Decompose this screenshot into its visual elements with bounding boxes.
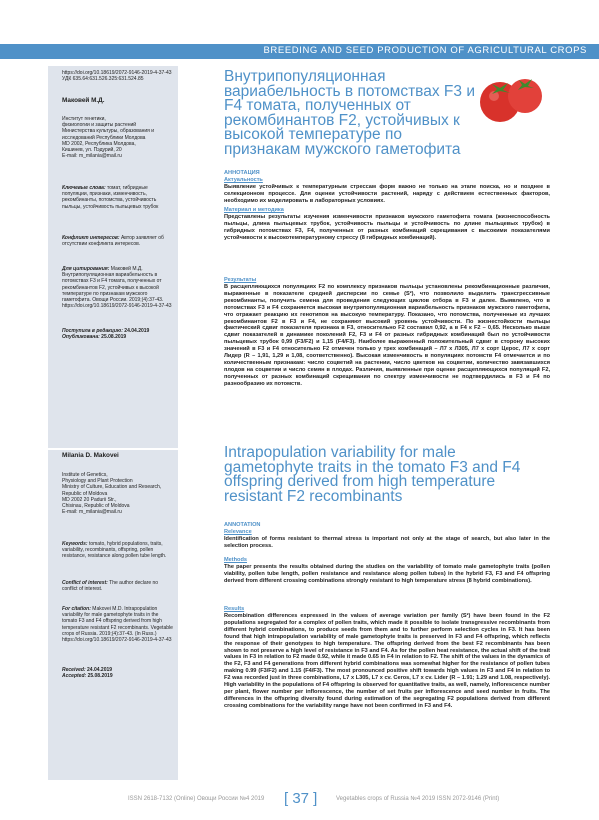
affiliation-line: исследований Республики Молдова [62, 134, 146, 141]
footer-left: ISSN 2618-7132 (Online) Овощи России №4 2019 [128, 796, 265, 802]
citation-label: For citation: [62, 606, 91, 612]
affiliation-line: Republic of Moldova [62, 490, 108, 497]
affiliation-line: MD 2002 20 Padurii Str., [62, 496, 117, 503]
affiliation-line: Министерства культуры, образования и [62, 128, 155, 135]
affiliation-line: Ministry of Culture, Education and Research, [62, 484, 162, 491]
affiliation-en [62, 472, 174, 515]
results-heading-ru: Результаты [224, 277, 257, 283]
results-text-ru: В расщепляющихся популяциях F2 по комплексу признаков пыльцы установлены рекомбинационные различия, выраженные в показателе средней дисперсии по семье (S²), что позволило выделить трансгрессивные рекомбинанты, получить семена для проведения следующих циклов отбора в F3 и далее. Выявлено, что в потомствах F3 и F4 сохраняется высокая внутрипопуляционная вариабельность признаков мужского гаметофита, что отражает реакцию их генотипов на высокую температуру. Показано, что потомства, полученные из лучших рекомбинантов F2 в F3 и F4, не сохраняют высокий уровень устойчивости. По жизнестойкости пыльцы фактический сдвиг показателя признака в F3, относительно F2 составил 0,92, а в F4 к F2 – 0,65. Несколько выше сдвиг показателей в динамике поколений F2, F3 и F4 от разных гибридных комбинаций был по устойчивости пыльцевых трубок 0,99 (F3/F2) и 1,15 (F4/F3). Наиболее выраженный положительный сдвиг в сторону высоких значений в F3 и F4 относительно F2 отмечен только у трех комбинаций – Л7 х Л305, Л7 х сорт Церос, Л7 х сорт Лидер (R – 1,91, 1,29 и 1,08, соответственно). Высокая изменчивость в популяциях потомств F4 отмечается и по количественным признакам: число соцветий на растении, число цветков на соцветии, количество завязавшихся плодов на соцветии и число семян в плодах. Различия, выявленные при оценке расщепляющихся популяций F2, полученных от разных комбинаций скрещивания по спектру изменчивости не подтвердились в F3 и F4 по разнообразию их потомств. [224, 284, 550, 387]
annotation-heading-en: ANNOTATION [224, 522, 261, 528]
conflict-label: Конфликт интересов: [62, 235, 120, 241]
affiliation-line: Institute of Genetics, [62, 472, 108, 478]
keywords-ru [62, 185, 174, 210]
conflict-en [62, 580, 174, 592]
keywords-en [62, 541, 174, 560]
accepted-label: Accepted: [62, 673, 87, 680]
author-ru: Маковей М.Д. [62, 97, 105, 104]
received-date: 24.04.2019 [124, 328, 150, 334]
journal-header-band [0, 44, 599, 59]
citation-text: Маковей М.Д. Внутрипопуляционная вариабельность в потомствах F3 и F4 томата, полученных от рекомбинантов F2, устойчивых к высокой температуре по признакам мужского гаметофита. Овощи России. 2019;(4):37-43. https://doi.org/10.18619/2072-9146-2019-4-37-43 [62, 266, 172, 310]
tomato-illustration [470, 66, 550, 126]
affiliation-line: MD 2002, Республика Молдова, [62, 140, 136, 147]
published-date: 25.08.2019 [101, 334, 127, 341]
methods-text-ru: Представлены результаты изучения изменчивости признаков мужского гаметофита томата (жизнеспособность пыльцы, длина пыльцевых трубок, устойчивость пыльцы и устойчивость по длине пыльцевых трубок) в гибридных потомствах F3, F4, полученных от разных комбинаций скрещивания с высокими показателями устойчивости к высокотемпературному стрессу (8 гибридных комбинаций). [224, 214, 550, 241]
article-title-ru: Внутрипопуляционная вариабельность в потомствах F3 и F4 томата, полученных от рекомбинантов F2, устойчивых к высокой температуре по признакам мужского гаметофита [224, 68, 475, 158]
affiliation-email: E-mail: m_milania@mail.ru [62, 153, 122, 160]
footer-right: Vegetables crops of Russia №4 2019 ISSN 2072-9146 (Print) [336, 796, 500, 802]
relevance-text-en: Identification of forms resistant to thermal stress is important not only at the stage of search, but also later in the selection process. [224, 536, 550, 549]
results-heading-en: Results [224, 606, 245, 612]
relevance-heading-ru: Актуальность [224, 177, 263, 183]
dates-en [62, 667, 174, 679]
dates-ru [62, 328, 174, 340]
affiliation-line: физиологии и защиты растений [62, 122, 137, 129]
keywords-text: tomato, hybrid populations, traits, variability, recombinants, offspring, pollen resistance, resistance along pollen tube length. [62, 541, 167, 560]
affiliation-line: Chisinau, Republic of Moldova [62, 503, 130, 510]
journal-section-title: BREEDING AND SEED PRODUCTION OF AGRICULTURAL CROPS [263, 45, 587, 56]
received-label: Поступила в редакцию: [62, 328, 123, 334]
author-en: Milania D. Makovei [62, 452, 119, 459]
affiliation-line: Кишинев, ул. Пэдурий, 20 [62, 147, 122, 154]
conflict-text: Автор заявляет об отсутствии конфликта интересов. [62, 235, 164, 248]
methods-heading-ru: Материал и методика [224, 207, 284, 213]
affiliation-ru [62, 116, 174, 159]
received-label: Received: [62, 667, 86, 673]
annotation-heading-ru: АННОТАЦИЯ [224, 170, 260, 176]
page-number: [ 37 ] [284, 790, 318, 807]
relevance-heading-en: Relevance [224, 529, 252, 535]
udc-ru: УДК 635.64:631.526.325:631.524.85 [62, 76, 144, 82]
citation-label: Для цитирования: [62, 266, 110, 272]
affiliation-line: Physiology and Plant Protection [62, 478, 133, 485]
affiliation-line: Институт генетики, [62, 116, 106, 122]
keywords-text: томат, гибридные популяции, признаки, изменчивость, рекомбинанты, потомства, устойчивость пыльцы, устойчивость пыльцевых трубок [62, 185, 159, 210]
conflict-ru [62, 235, 174, 247]
methods-text-en: The paper presents the results obtained during the studies on the variability of tomato male gametophyte traits (pollen viability, pollen tube length, pollen resistance and resistance along pollen tubes) in the hybrid F3, F3 and F4 offspring derived from different crossing combinations strongly resistant to high temperature stress (8 hybrid combinations). [224, 564, 550, 584]
relevance-text-ru: Выявление устойчивых к температурным стрессам форм важно не только на этапе поиска, но и позднее в селекционном процессе. Для оценки устойчивости растений, наряду с действием естественных факторов, необходимо их моделировать в лабораторных условиях. [224, 184, 550, 204]
published-label: Опубликована: [62, 334, 100, 341]
affiliation-email: E-mail: m_milania@mail.ru [62, 509, 122, 516]
keywords-label: Keywords: [62, 541, 88, 547]
conflict-text: The author declare no conflict of interest. [62, 580, 159, 593]
accepted-date: 25.08.2019 [87, 673, 113, 680]
citation-text: Makovei M.D. Intrapopulation variability for male gametophyte traits in the tomato F3 and F4 offspring derived from high temperature resistant F2 recombinants. Vegetable crops of Russia. 2019;(4):37-43. (In Russ.) https://doi.org/10.18619/2072-9146-2019-4-37-43 [62, 606, 173, 644]
received-date: 24.04.2019 [87, 667, 113, 673]
keywords-label: Ключевые слова: [62, 185, 106, 191]
conflict-label: Conflict of interest: [62, 580, 108, 586]
methods-heading-en: Methods [224, 557, 247, 563]
results-text-en: Recombination differences expressed in the values of average variation per family (S²) have been found in the F2 populations segregated for a complex of pollen traits, which made it possible to isolate transgressive recombinants from different hybrid combinations, to produce seeds from them and to further perform selection cycles in F3. It has been found that high intrapopulation variability of male gametophyte traits is preserved in F3 and F4 offspring, which reflects the response of their genotypes to high temperature. The offspring derived from the best F2 recombinants has been shown to not preserve a high level of resistance in F3 and F4. As for the pollen heat resistance, the actual shift of the trait values in F3 in relation to F2 made 0.92, while it made 0.65 in F4 in relation to F2. The shift of the values in the dynamics of the F2, F3 and F4 generations from different hybrid combinations was somewhat higher for the resistance of pollen tubes making 0.99 (F3/F2) and 1.15 (F4/F3). The most pronounced positive shift towards high values in F3 and F4 in relation to F2 was recorded just in three combinations, L7 x L305, L7 x cv. Ceros, L7 x cv. Lider (R – 1.91; 1.29 and 1.08, respectively). High variability in the populations of F4 offspring is observed for quantitative traits, as well, namely, inflorescence number per plant, flower number per inflorescence, the number of set fruits per inflorescence and seed number in fruits. The differences in the offspring diversity found during estimation of the segregating F2 populations derived from different crossing combinations for the variability range have not been confirmed in F3 and F4. [224, 613, 550, 709]
article-title-en: Intrapopulation variability for male gametophyte traits in the tomato F3 and F4 offspring derived from high temperature resistant F2 recombinants [224, 444, 521, 505]
doi-ru[interactable]: https://doi.org/10.18619/2072-9146-2019-4-37-43 [62, 70, 172, 76]
citation-en [62, 606, 174, 643]
citation-ru [62, 266, 174, 309]
